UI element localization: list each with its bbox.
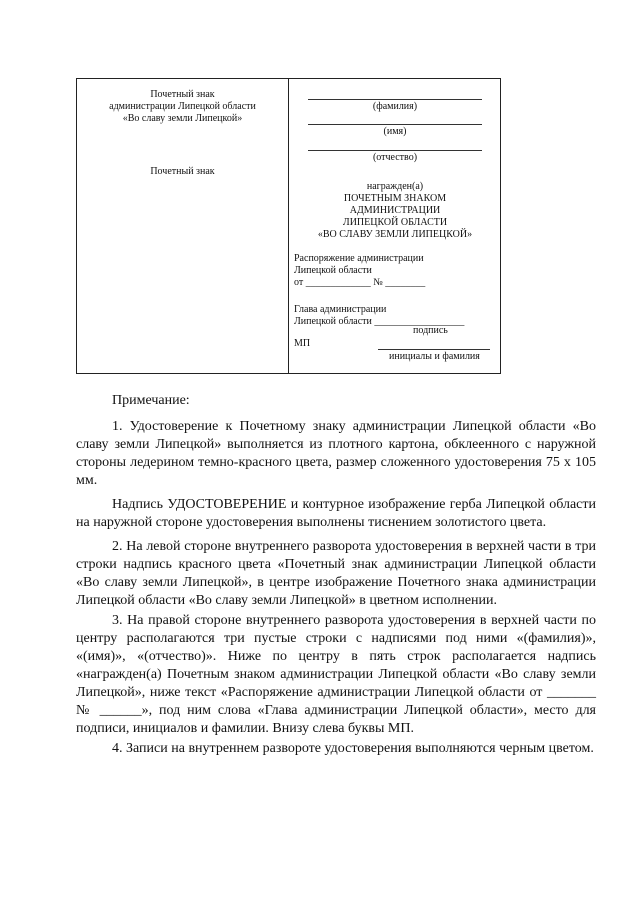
surname-caption: (фамилия) bbox=[372, 101, 418, 112]
awarded-line: ЛИПЕЦКОЙ ОБЛАСТИ bbox=[342, 217, 448, 228]
awarded-line: АДМИНИСТРАЦИИ bbox=[349, 205, 441, 216]
surname-blank-line bbox=[308, 99, 482, 100]
awarded-line: награжден(а) bbox=[366, 181, 424, 192]
order-block bbox=[294, 253, 425, 289]
notes-title: Примечание: bbox=[112, 393, 190, 408]
order-line: Липецкой области bbox=[294, 265, 372, 276]
left-title-line: администрации Липецкой области bbox=[109, 101, 256, 112]
head-line: Липецкой области __________________ bbox=[294, 316, 465, 327]
left-title-line: Почетный знак bbox=[150, 89, 215, 100]
certificate-spread bbox=[76, 78, 501, 374]
note-paragraph: 3. На правой стороне внутреннего разворота удостоверения в верхней части по центру располагаются три пустые строки с надписями под ними «(фамилия)», «(имя)», «(отчество)». Ниже по центру в пять строк располагается надпись «награжден(а) Почетным знаком администрации Липецкой области «Во славу земли Липецкой», ниже текст «Распоряжение администрации Липецкой области от _______ № ______», под ним слова «Глава администрации Липецкой области», место для подписи, инициалов и фамилии. Внизу слева буквы МП. bbox=[76, 613, 596, 736]
note-paragraph: Надпись УДОСТОВЕРЕНИЕ и контурное изображение герба Липецкой области на наружной стороне удостоверения выполнены тиснением золотистого цвета. bbox=[76, 497, 596, 530]
note-paragraph: 2. На левой стороне внутреннего разворота удостоверения в верхней части в три строки надпись красного цвета «Почетный знак администрации Липецкой области «Во славу земли Липецкой», в центре изображение Почетного знака администрации Липецкой области «Во славу земли Липецкой» в цветном исполнении. bbox=[76, 539, 596, 608]
notes-section bbox=[76, 392, 596, 764]
seal-mp-label: МП bbox=[294, 338, 311, 349]
badge-image-label: Почетный знак bbox=[150, 166, 215, 177]
left-title-line: «Во славу земли Липецкой» bbox=[122, 113, 243, 124]
initials-blank-line bbox=[378, 349, 490, 350]
name-caption: (имя) bbox=[383, 126, 407, 137]
awarded-text bbox=[308, 181, 482, 241]
name-blank-line bbox=[308, 124, 482, 125]
certificate-right-page bbox=[289, 79, 500, 373]
head-line: Глава администрации bbox=[294, 304, 387, 315]
patronymic-blank-line bbox=[308, 150, 482, 151]
note-paragraph: 1. Удостоверение к Почетному знаку администрации Липецкой области «Во славу земли Липецкой» выполняется из плотного картона, обклеенного с наружной стороны ледерином темно-красного цвета, размер сложенного удостоверения 75 х 105 мм. bbox=[76, 419, 596, 488]
note-paragraph: 4. Записи на внутреннем развороте удостоверения выполняются черным цветом. bbox=[112, 741, 594, 756]
certificate-left-page bbox=[77, 79, 289, 373]
order-line: Распоряжение администрации bbox=[294, 253, 424, 264]
initials-label: инициалы и фамилия bbox=[389, 351, 480, 362]
signature-label: подпись bbox=[413, 325, 448, 336]
order-line: от _____________ № ________ bbox=[294, 277, 426, 288]
patronymic-caption: (отчество) bbox=[372, 152, 418, 163]
awarded-line: ПОЧЕТНЫМ ЗНАКОМ bbox=[343, 193, 447, 204]
awarded-line: «ВО СЛАВУ ЗЕМЛИ ЛИПЕЦКОЙ» bbox=[317, 229, 473, 240]
